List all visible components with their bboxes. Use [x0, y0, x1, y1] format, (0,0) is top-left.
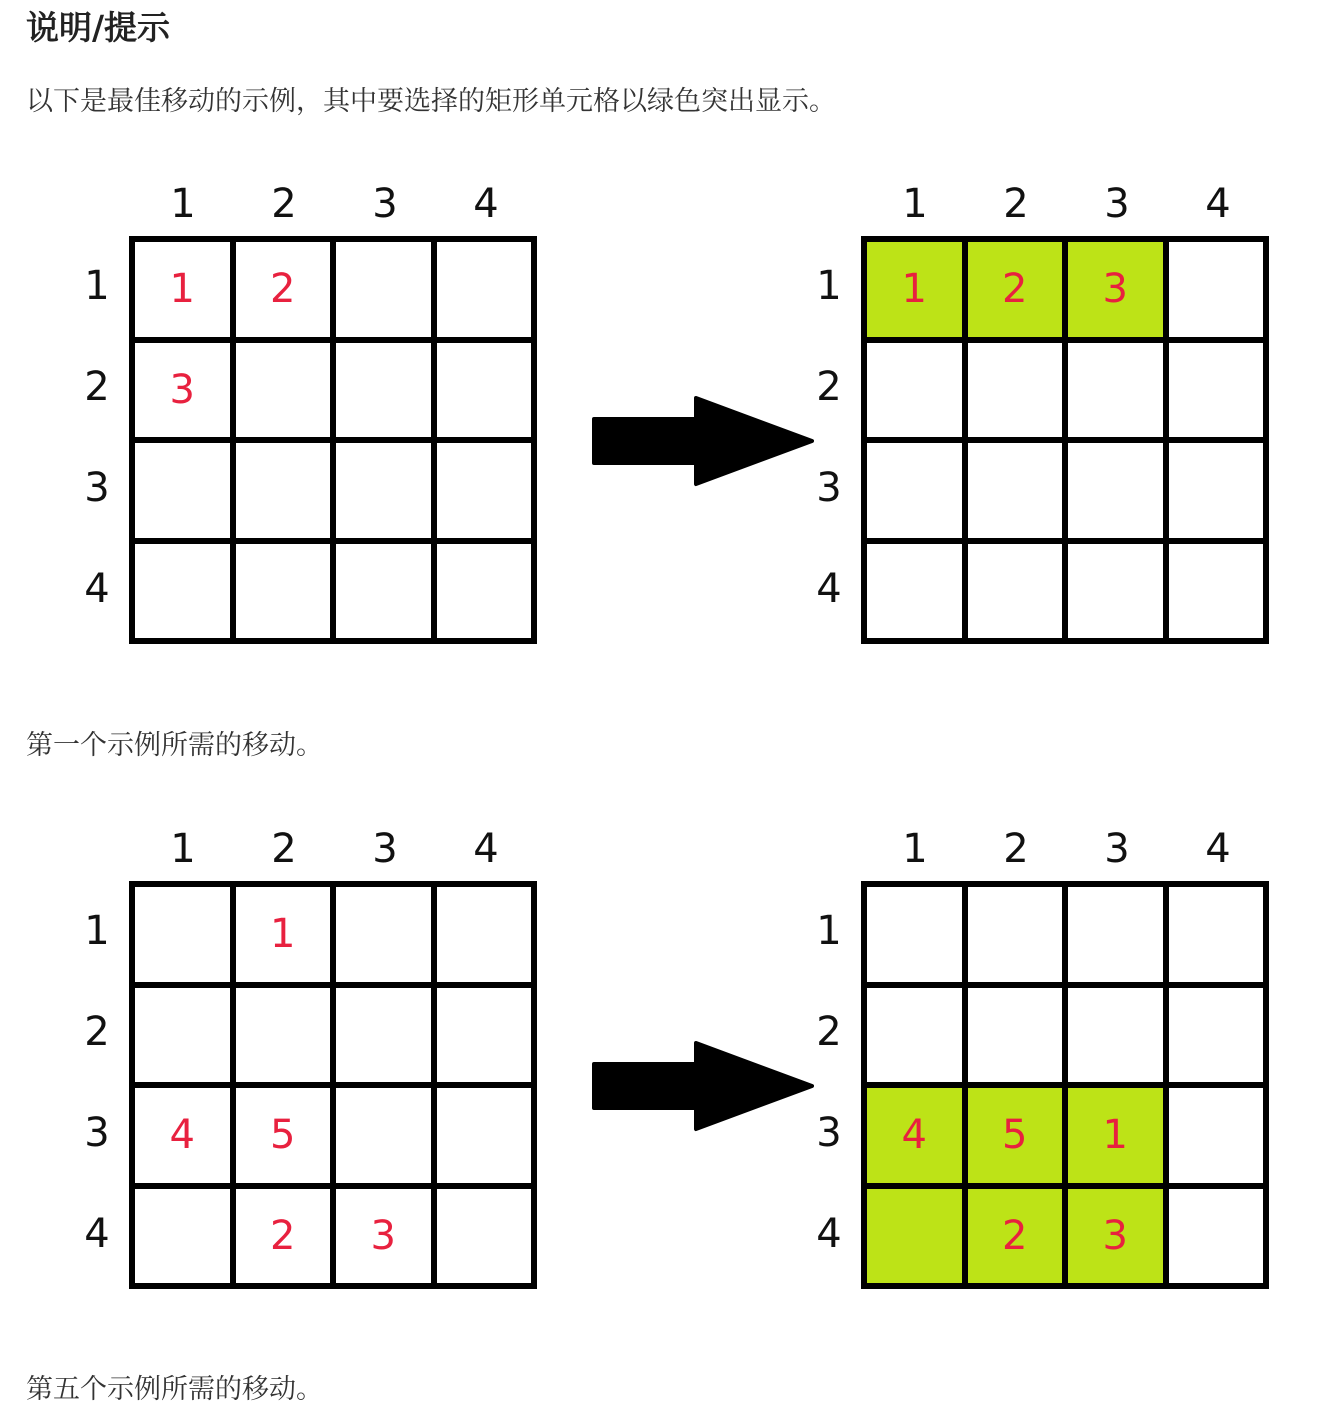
grid-cell — [236, 443, 331, 538]
row-label: 4 — [816, 1211, 842, 1257]
row-label: 2 — [816, 1009, 842, 1055]
grid-cell — [968, 343, 1063, 438]
grid-cell: 4 — [867, 1088, 962, 1183]
row-label: 2 — [816, 364, 842, 410]
grid-cell — [236, 343, 331, 438]
after-grid — [808, 170, 1231, 650]
grid-cell — [1068, 544, 1163, 639]
grid-cell: 3 — [1068, 1189, 1163, 1284]
grid-cell — [1169, 544, 1264, 639]
example-caption-2: 第五个示例所需的移动。 — [26, 1374, 323, 1405]
grid-cell: 1 — [135, 242, 230, 337]
grid-cell — [437, 988, 532, 1083]
column-label: 2 — [1003, 826, 1029, 872]
row-label: 4 — [816, 566, 842, 612]
grid-cell — [867, 343, 962, 438]
grid-cell — [867, 443, 962, 538]
grid-cell — [236, 544, 331, 639]
before-grid — [76, 170, 499, 650]
grid-cell — [437, 443, 532, 538]
grid-board — [129, 881, 537, 1289]
grid-cell — [135, 988, 230, 1083]
row-label: 3 — [816, 465, 842, 511]
grid-cell — [1169, 343, 1264, 438]
grid-cell: 1 — [1068, 1088, 1163, 1183]
grid-cell — [437, 887, 532, 982]
row-label: 3 — [84, 1110, 110, 1156]
grid-cell — [336, 343, 431, 438]
grid-board — [861, 236, 1269, 644]
grid-cell — [867, 988, 962, 1083]
row-label: 3 — [84, 465, 110, 511]
section-heading: 说明/提示 — [26, 8, 171, 47]
column-label: 1 — [902, 826, 928, 872]
grid-cell — [968, 988, 1063, 1083]
example-caption-1: 第一个示例所需的移动。 — [26, 730, 323, 761]
grid-cell — [867, 1189, 962, 1284]
grid-cell — [437, 242, 532, 337]
grid-cell — [968, 887, 1063, 982]
grid-cell: 2 — [236, 242, 331, 337]
grid-cell — [867, 544, 962, 639]
column-label: 2 — [1003, 181, 1029, 227]
grid-cell — [1169, 1088, 1264, 1183]
example-figure-1 — [0, 170, 1337, 650]
column-label: 4 — [473, 826, 499, 872]
grid-cell — [1169, 887, 1264, 982]
grid-board — [861, 881, 1269, 1289]
grid-cell — [437, 1189, 532, 1284]
grid-cell: 2 — [968, 242, 1063, 337]
grid-cell: 5 — [236, 1088, 331, 1183]
grid-cell — [437, 1088, 532, 1183]
grid-cell — [1068, 887, 1163, 982]
row-label: 4 — [84, 566, 110, 612]
row-label: 2 — [84, 1009, 110, 1055]
column-label: 3 — [372, 826, 398, 872]
grid-cell — [336, 443, 431, 538]
grid-cell: 2 — [236, 1189, 331, 1284]
after-grid — [808, 815, 1231, 1295]
grid-cell — [867, 887, 962, 982]
grid-cell — [1068, 988, 1163, 1083]
grid-cell — [1169, 443, 1264, 538]
right-arrow-icon — [588, 1040, 814, 1132]
grid-cell: 3 — [135, 343, 230, 438]
column-label: 1 — [902, 181, 928, 227]
column-label: 3 — [372, 181, 398, 227]
column-label: 4 — [1205, 826, 1231, 872]
grid-cell — [1068, 443, 1163, 538]
grid-cell — [968, 443, 1063, 538]
grid-cell: 5 — [968, 1088, 1063, 1183]
row-label: 3 — [816, 1110, 842, 1156]
grid-cell — [1169, 988, 1264, 1083]
grid-cell: 1 — [867, 242, 962, 337]
column-label: 3 — [1104, 181, 1130, 227]
row-label: 1 — [84, 908, 110, 954]
grid-cell — [1068, 343, 1163, 438]
grid-cell — [437, 343, 532, 438]
row-label: 2 — [84, 364, 110, 410]
column-label: 4 — [1205, 181, 1231, 227]
column-label: 1 — [170, 826, 196, 872]
grid-cell: 3 — [1068, 242, 1163, 337]
row-label: 4 — [84, 1211, 110, 1257]
grid-cell — [336, 544, 431, 639]
example-figure-2 — [0, 815, 1337, 1295]
before-grid — [76, 815, 499, 1295]
column-label: 2 — [271, 826, 297, 872]
grid-cell — [135, 1189, 230, 1284]
grid-board — [129, 236, 537, 644]
column-label: 1 — [170, 181, 196, 227]
grid-cell — [437, 544, 532, 639]
column-label: 4 — [473, 181, 499, 227]
grid-cell — [336, 887, 431, 982]
row-label: 1 — [84, 263, 110, 309]
column-label: 3 — [1104, 826, 1130, 872]
grid-cell — [135, 443, 230, 538]
row-label: 1 — [816, 263, 842, 309]
row-label: 1 — [816, 908, 842, 954]
grid-cell — [135, 887, 230, 982]
grid-cell — [336, 988, 431, 1083]
grid-cell: 2 — [968, 1189, 1063, 1284]
grid-cell — [336, 242, 431, 337]
grid-cell — [1169, 242, 1264, 337]
grid-cell — [336, 1088, 431, 1183]
right-arrow-icon — [588, 395, 814, 487]
grid-cell — [135, 544, 230, 639]
grid-cell — [1169, 1189, 1264, 1284]
grid-cell: 3 — [336, 1189, 431, 1284]
grid-cell: 1 — [236, 887, 331, 982]
grid-cell: 4 — [135, 1088, 230, 1183]
intro-paragraph: 以下是最佳移动的示例，其中要选择的矩形单元格以绿色突出显示。 — [26, 86, 836, 117]
grid-cell — [968, 544, 1063, 639]
grid-cell — [236, 988, 331, 1083]
column-label: 2 — [271, 181, 297, 227]
